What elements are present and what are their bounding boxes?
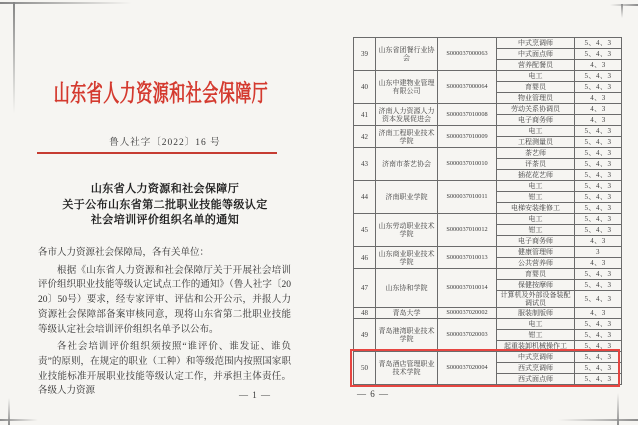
- table-row: [354, 214, 622, 225]
- levels-cell: 4、3: [575, 60, 622, 71]
- occupation-cell: 营养配餐员: [497, 60, 575, 71]
- row-number-cell: 45: [354, 214, 376, 247]
- levels-cell: 4、3: [575, 115, 622, 126]
- certification-table-wrap: [353, 37, 616, 399]
- levels-cell: 5、4、3: [575, 280, 622, 291]
- table-row: [354, 71, 622, 82]
- levels-cell: 5、4、3: [575, 269, 622, 280]
- org-name-cell: 青岛港湾职业技术学院: [376, 319, 438, 352]
- row-number-cell: 48: [354, 308, 376, 319]
- row-number-cell: 46: [354, 247, 376, 269]
- table-row: [354, 247, 622, 258]
- org-code-cell: S000037010011: [438, 181, 497, 214]
- document-title-line: 山东省人力资源和社会保障厅: [90, 183, 240, 195]
- occupation-cell: 电工: [497, 214, 575, 225]
- occupation-cell: 电工: [497, 71, 575, 82]
- org-name-cell: 山东中建物业管理有限公司: [376, 71, 438, 104]
- table-row: [354, 269, 622, 280]
- levels-cell: 4、3: [575, 104, 622, 115]
- occupation-cell: 茶艺师: [497, 148, 575, 159]
- levels-cell: 4、3: [575, 93, 622, 104]
- letterhead-title: [35, 80, 287, 107]
- levels-cell: 5、4、3: [575, 192, 622, 203]
- occupation-cell: 计算机及外部设备装配调试员: [497, 291, 575, 308]
- levels-cell: 4、3: [575, 258, 622, 269]
- levels-cell: 3: [575, 247, 622, 258]
- occupation-cell: 保健按摩师: [497, 280, 575, 291]
- table-row: [354, 352, 622, 363]
- document-page-right: [345, 0, 630, 425]
- table-row: [354, 319, 622, 330]
- scan-corner-mark: [0, 419, 38, 421]
- org-code-cell: S000037010010: [438, 148, 497, 181]
- levels-cell: 5、4、3: [575, 352, 622, 363]
- row-number-cell: 40: [354, 71, 376, 104]
- levels-cell: 5、4、3: [575, 38, 622, 49]
- occupation-cell: 公共营养师: [497, 258, 575, 269]
- levels-cell: 4、3: [575, 308, 622, 319]
- org-name-cell: 济南人力资源人力资本发展促进会: [376, 104, 438, 126]
- org-name-cell: 济南工程职业技术学院: [376, 126, 438, 148]
- levels-cell: 5、4、3: [575, 374, 622, 385]
- table-row: [354, 38, 622, 49]
- org-code-cell: S000037000064: [438, 71, 497, 104]
- occupation-cell: 起重装卸机械操作工: [497, 341, 575, 352]
- occupation-cell: 评茶员: [497, 159, 575, 170]
- table-row: [354, 308, 622, 319]
- org-code-cell: S000037010012: [438, 214, 497, 247]
- page-number-right: — 6 —: [357, 389, 389, 399]
- levels-cell: 5、4、3: [575, 71, 622, 82]
- levels-cell: 5、4、3: [575, 363, 622, 374]
- org-name-cell: 山东省团餐行业协会: [376, 38, 438, 71]
- org-code-cell: S000037010008: [438, 104, 497, 126]
- occupation-cell: 钳工: [497, 225, 575, 236]
- levels-cell: 5、4、3: [575, 181, 622, 192]
- levels-cell: 5、4、3: [575, 148, 622, 159]
- levels-cell: 5、4、3: [575, 341, 622, 352]
- occupation-cell: 钳工: [497, 330, 575, 341]
- occupation-cell: 物业管理员: [497, 93, 575, 104]
- org-name-cell: 山东商业职业技术学院: [376, 247, 438, 269]
- occupation-cell: 西式面点师: [497, 374, 575, 385]
- org-name-cell: 青岛大学: [376, 308, 438, 319]
- certification-table: [353, 37, 622, 385]
- document-title-line: 社会培训评价组织名单的通知: [90, 214, 240, 226]
- levels-cell: 5、4、3: [575, 82, 622, 93]
- levels-cell: 5、4、3: [575, 49, 622, 60]
- row-number-cell: 47: [354, 269, 376, 308]
- body-paragraph: 根据《山东省人力资源和社会保障厅关于开展社会培训评价组织职业技能等级认定试点工作的通知》（鲁人社字〔2020〕50号）要求，经专家评审、评估和公开公示，并报人力资源社会保障部备案审核同意，现将山东省第二批职业技能等级认定社会培训评价组织名单予以公布。: [38, 265, 291, 335]
- row-number-cell: 43: [354, 148, 376, 181]
- org-name-cell: 山东劳动职业技术学院: [376, 214, 438, 247]
- org-name-cell: 济南职业学院: [376, 181, 438, 214]
- salutation: 各市人力资源社会保障局，各有关单位：: [38, 248, 210, 258]
- levels-cell: 5、4、3: [575, 319, 622, 330]
- occupation-cell: 电子商务师: [497, 115, 575, 126]
- levels-cell: 5、4、3: [575, 330, 622, 341]
- occupation-cell: 中式面点师: [497, 49, 575, 60]
- table-row: [354, 148, 622, 159]
- org-name-cell: 青岛酒店管理职业技术学院: [376, 352, 438, 385]
- red-divider: [37, 152, 277, 154]
- occupation-cell: 电工: [497, 181, 575, 192]
- occupation-cell: 钳工: [497, 192, 575, 203]
- levels-cell: 5、4、3: [575, 137, 622, 148]
- org-code-cell: S000037010013: [438, 247, 497, 269]
- occupation-cell: 健康管理师: [497, 247, 575, 258]
- levels-cell: 4、3: [575, 236, 622, 247]
- levels-cell: 5、4、3: [575, 203, 622, 214]
- levels-cell: 5、4、3: [575, 126, 622, 137]
- row-number-cell: 42: [354, 126, 376, 148]
- org-name-cell: 济南市茶艺协会: [376, 148, 438, 181]
- levels-cell: 5、4、3: [575, 291, 622, 308]
- table-row: [354, 104, 622, 115]
- row-number-cell: 49: [354, 319, 376, 352]
- org-name-cell: 山东协和学院: [376, 269, 438, 308]
- occupation-cell: 中式烹调师: [497, 38, 575, 49]
- page-number-left: — 1 —: [239, 390, 271, 400]
- occupation-cell: 育婴员: [497, 82, 575, 93]
- org-code-cell: S000037020003: [438, 319, 497, 352]
- document-title: [35, 182, 295, 229]
- levels-cell: 5、4、3: [575, 225, 622, 236]
- table-row: [354, 181, 622, 192]
- occupation-cell: 劳动关系协调员: [497, 104, 575, 115]
- occupation-cell: 服装制版师: [497, 308, 575, 319]
- row-number-cell: 41: [354, 104, 376, 126]
- occupation-cell: 电工: [497, 319, 575, 330]
- table-row: [354, 126, 622, 137]
- row-number-cell: 39: [354, 38, 376, 71]
- org-code-cell: S000037010014: [438, 269, 497, 308]
- org-code-cell: S000037020004: [438, 352, 497, 385]
- occupation-cell: 电工: [497, 126, 575, 137]
- org-code-cell: S000037020002: [438, 308, 497, 319]
- row-number-cell: 50: [354, 352, 376, 385]
- levels-cell: 5、4、3: [575, 170, 622, 181]
- occupation-cell: 工程测量员: [497, 137, 575, 148]
- occupation-cell: 中式烹调师: [497, 352, 575, 363]
- scan-corner-mark: [8, 398, 10, 425]
- org-code-cell: S000037000063: [438, 38, 497, 71]
- levels-cell: 5、4、3: [575, 214, 622, 225]
- occupation-cell: 电子商务师: [497, 236, 575, 247]
- occupation-cell: 育婴员: [497, 269, 575, 280]
- scan-corner-mark: [13, 2, 15, 114]
- document-title-line: 关于公布山东省第二批职业技能等级认定: [62, 198, 268, 211]
- occupation-cell: 西式烹调师: [497, 363, 575, 374]
- org-code-cell: S000037010009: [438, 126, 497, 148]
- document-page-left: [35, 0, 295, 425]
- letterhead-title-text: 山东省人力资源和社会保障厅: [53, 82, 269, 107]
- levels-cell: 5、4、3: [575, 159, 622, 170]
- row-number-cell: 44: [354, 181, 376, 214]
- doc-number: 鲁人社字〔2022〕16 号: [109, 138, 221, 148]
- body-paragraph: 各社会培训评价组织须按照“谁评价、谁发证、谁负责”的原则，在规定的职业（工种）和等级范围内按照国家职业技能标准开展职业技能等级认定工作，并承担主体责任。各级人力资源: [38, 342, 291, 397]
- document-body: [38, 246, 291, 402]
- occupation-cell: 插花花艺师: [497, 170, 575, 181]
- occupation-cell: 电梯安装维修工: [497, 203, 575, 214]
